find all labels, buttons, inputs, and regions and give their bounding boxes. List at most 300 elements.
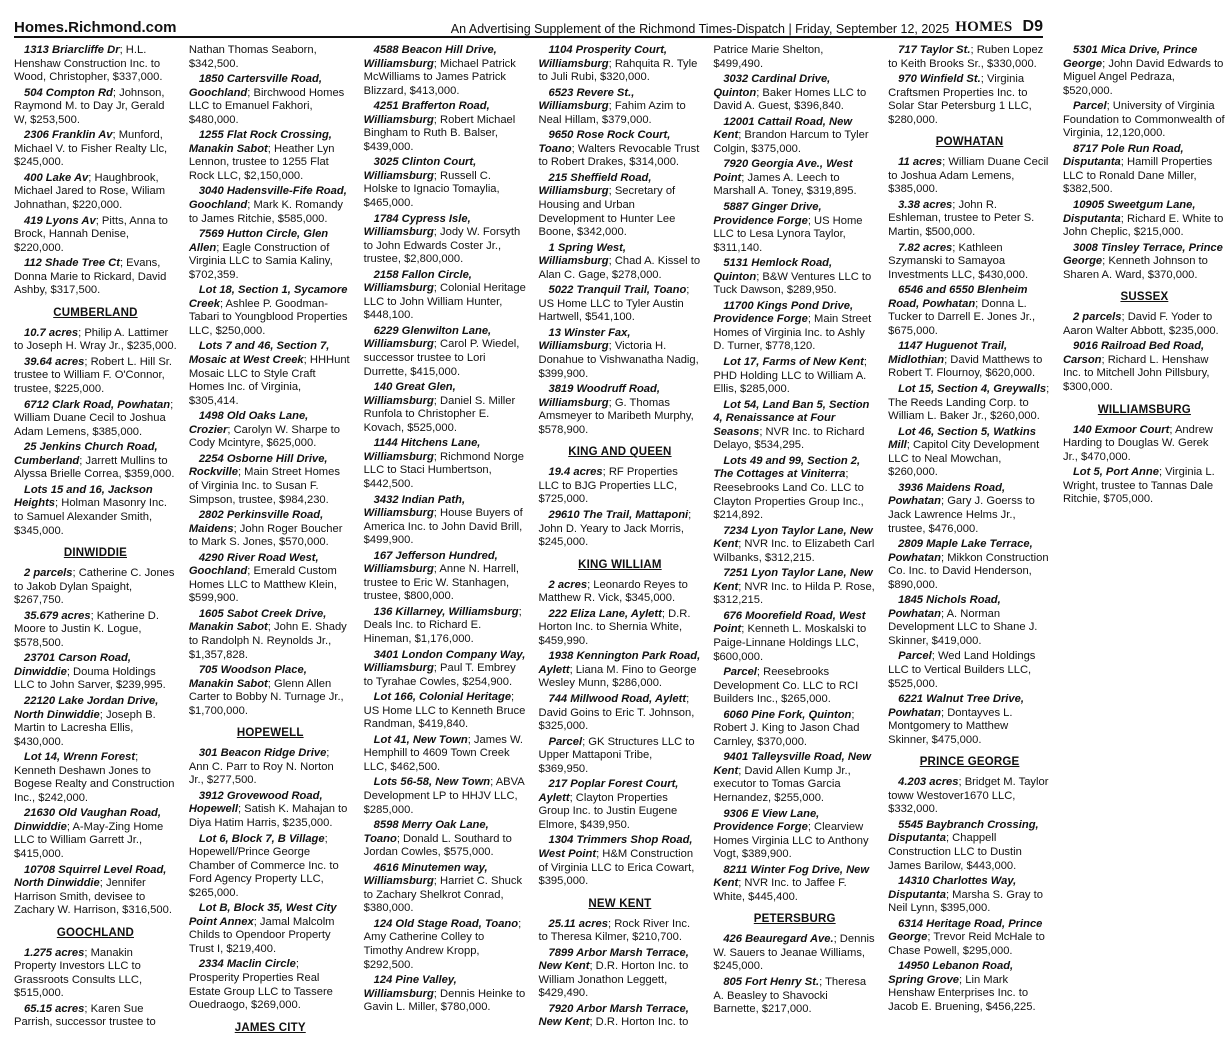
- transfer-details: ; Robert J. King to Jason Chad Carnley, $370,000.: [713, 708, 860, 748]
- transfer-entry: [364, 437, 527, 491]
- property-address: 7.82 acres: [898, 241, 953, 254]
- transfer-entry: [538, 466, 701, 507]
- transfer-entry: [888, 284, 1051, 338]
- property-address: 10708 Squirrel Level Road, North Dinwiddie: [14, 863, 167, 890]
- transfer-details: ; Chappell Construction LLC to Dustin James Barilow, $443,000.: [888, 832, 1022, 872]
- property-address: Lot 5, Port Anne: [1072, 466, 1159, 479]
- property-address: 3032 Cardinal Drive, Quinton: [713, 73, 831, 99]
- property-address: 124 Old Stage Road, Toano: [373, 917, 519, 930]
- property-address: 10.7 acres: [24, 326, 79, 339]
- transfer-entry: [14, 441, 177, 482]
- transfer-entry: [538, 172, 701, 240]
- transfer-details: ; Jamal Malcolm Childs to Opendoor Property Trust I, $219,400.: [188, 915, 335, 955]
- transfer-details: ; Reesebrooks Development Co. LLC to RCI Builders Inc., $265,000.: [713, 666, 859, 706]
- property-address: 5022 Tranquil Trail, Toano: [548, 284, 687, 297]
- transfer-entry: [364, 819, 527, 860]
- property-address: 705 Woodson Place, Manakin Sabot: [188, 664, 307, 690]
- transfer-details: ; Joseph B. Martin to Lacresha Ellis, $430,000.: [14, 708, 156, 748]
- transfer-details: ; Glenn Allen Carter to Bobby N. Turnage Jr., $1,700,000.: [188, 677, 344, 717]
- transfer-details: ; NVR Inc. to Richard Delayo, $534,295.: [713, 425, 865, 452]
- transfer-entry: [538, 834, 701, 888]
- transfer-details: ; The Reeds Landing Corp. to William L. Baker Jr., $260,000.: [888, 383, 1050, 423]
- property-address: 2802 Perkinsville Road, Maidens: [188, 509, 324, 535]
- transfer-details: ; Hamill Properties LLC to Ronald Dane Miller, $382,500.: [1062, 156, 1213, 196]
- property-address: 167 Jefferson Hundred, Williamsburg: [363, 549, 498, 576]
- transfer-details: ; A-May-Zing Home LLC to William Garrett Jr., $415,000.: [14, 820, 164, 860]
- property-address: 4251 Brafferton Road, Williamsburg: [363, 100, 490, 126]
- property-address: Lots 15 and 16, Jackson Heights: [14, 483, 153, 510]
- transfer-entry: [888, 383, 1051, 424]
- transfer-details: ; G. Thomas Amsmeyer to Maribeth Murphy, $578,900.: [538, 396, 694, 436]
- property-address: Lot 15, Section 4, Greywalls: [898, 383, 1047, 396]
- property-address: 14310 Charlottes Way, Disputanta: [888, 875, 1017, 901]
- property-address: 8598 Merry Oak Lane, Toano: [363, 819, 489, 845]
- transfer-details: ; Amy Catherine Colley to Timothy Andrew Kropp, $292,500.: [363, 917, 522, 971]
- property-address: Lot 46, Section 5, Watkins Mill: [888, 425, 1036, 452]
- property-address: 35.679 acres: [24, 609, 91, 622]
- property-address: 3.38 acres: [898, 198, 953, 211]
- transfer-details: ; Douma Holdings LLC to John Sarver, $239,995.: [14, 665, 166, 692]
- property-address: 39.64 acres: [24, 355, 85, 368]
- transfer-entry: [888, 73, 1051, 127]
- transfer-entry: [14, 327, 177, 354]
- property-address: 1784 Cypress Isle, Williamsburg: [363, 212, 471, 239]
- transfer-details: ; Chad A. Kissel to Alan C. Gage, $278,000.: [538, 255, 701, 281]
- property-address: 65.15 acres: [24, 1002, 85, 1015]
- transfer-entry: [713, 116, 876, 157]
- property-address: 1313 Briarcliffe Dr: [24, 44, 120, 56]
- transfer-details: ; Heather Lyn Lennon, trustee to 1255 Flat Rock LLC, $2,150,000.: [188, 142, 335, 182]
- transfer-details: ; Colonial Heritage LLC to John William Hunter, $448,100.: [363, 282, 526, 322]
- property-address: 5887 Ginger Drive, Providence Forge: [713, 201, 822, 227]
- transfer-entry: [888, 199, 1051, 240]
- transfer-entry: [713, 610, 876, 664]
- transfer-details: ; David Goins to Eric T. Johnson, $325,000.: [538, 692, 695, 733]
- transfer-details: ; William Duane Cecil to Joshua Adam Lemens, $385,000.: [888, 156, 1049, 196]
- transfer-details: ; ABVA Development LP to HHJV LLC, $285,000.: [363, 776, 525, 816]
- transfer-entry: [1063, 242, 1226, 283]
- transfer-entry: [189, 790, 352, 831]
- transfer-entry: [888, 918, 1051, 959]
- transfer-details: ; B&W Ventures LLC to Tuck Dawson, $289,950.: [713, 270, 872, 297]
- property-address: Lot 18, Section 1, Sycamore Creek: [188, 284, 348, 310]
- transfer-entry: [364, 974, 527, 1015]
- transfer-details: ; Dennis Heinke to Gavin L. Miller, $780,000.: [363, 987, 526, 1014]
- property-address: 400 Lake Av: [24, 171, 89, 184]
- transfer-details: ; H&M Construction of Virginia LLC to Erica Cowart, $395,000.: [538, 847, 695, 888]
- property-address: Lot 6, Block 7, B Village: [198, 832, 325, 845]
- transfer-entry: [713, 525, 876, 566]
- transfer-entry: [189, 410, 352, 451]
- property-address: 426 Beauregard Ave.: [723, 933, 834, 946]
- transfer-entry: [538, 284, 701, 325]
- transfer-details: ; Emerald Custom Homes LLC to Matthew Klein, $599,900.: [188, 565, 337, 605]
- transfer-details: ; NVR Inc. to Hilda P. Rose, $312,215.: [713, 580, 875, 607]
- transfer-entry: [14, 484, 177, 538]
- transfer-details: ; James W. Hemphill to 4609 Town Creek LLC, $462,500.: [363, 733, 524, 773]
- transfer-entry: [14, 215, 177, 256]
- transfer-details: ; US Home LLC to Tyler Austin Hartwell, $541,100.: [538, 284, 690, 324]
- transfer-entry: [888, 960, 1051, 1014]
- transfer-entry: [713, 567, 876, 608]
- property-address: 6314 Heritage Road, Prince George: [888, 917, 1043, 944]
- transfer-entry: [713, 201, 876, 255]
- page-number: D9: [1022, 18, 1043, 35]
- locality-heading: PRINCE GEORGE: [919, 756, 1020, 769]
- transfer-details: ; Holman Masonry Inc. to Samuel Alexander Smith, $345,000.: [14, 497, 167, 537]
- transfer-entry: [364, 550, 527, 604]
- transfer-entry: [538, 693, 701, 734]
- locality-heading: JAMES CITY: [234, 1021, 306, 1034]
- site-name: Homes.Richmond.com: [14, 19, 177, 36]
- transfer-details: ; Theresa A. Beasley to Shavocki Barnette, $217,000.: [713, 976, 867, 1016]
- transfer-details: ; US Home LLC to Lesa Lynora Taylor, $311,140.: [713, 214, 863, 254]
- transfer-details: ; Rock River Inc. to Theresa Kilmer, $210,700.: [538, 917, 691, 944]
- transfer-details: ; Bridget M. Taylor toww Westover1670 LLC, $332,000.: [888, 776, 1049, 816]
- transfer-entry: [888, 594, 1051, 648]
- transfer-entry: [538, 509, 701, 550]
- property-address: 9016 Railroad Bed Road, Carson: [1062, 340, 1205, 366]
- transfer-entry: [538, 608, 701, 649]
- section-brand: HOMES: [955, 19, 1013, 35]
- property-address: 6523 Revere St., Williamsburg: [538, 86, 635, 113]
- transfer-entry: [1063, 44, 1226, 98]
- transfer-listings: [14, 44, 1225, 1040]
- transfer-details: ; Kathleen Szymanski to Samayoa Investments LLC, $430,000.: [888, 241, 1029, 281]
- transfer-entry: [189, 902, 352, 956]
- property-address: 4290 River Road West, Goochland: [188, 551, 319, 578]
- locality-heading: SUSSEX: [1120, 291, 1169, 304]
- transfer-details: ; Baker Homes LLC to David A. Guest, $396,840.: [713, 86, 867, 113]
- property-address: 217 Poplar Forest Court, Aylett: [538, 778, 679, 804]
- transfer-details: ; HHHunt Mosaic LLC to Style Craft Homes Inc. of Virginia, $305,414.: [188, 354, 350, 407]
- transfer-details: ; Clayton Properties Group Inc. to Justin Eugene Elmore, $439,950.: [538, 791, 678, 831]
- property-address: 9306 E View Lane, Providence Forge: [713, 807, 820, 834]
- property-address: 1 Spring West, Williamsburg: [538, 241, 626, 268]
- transfer-details: ; Michael Patrick McWilliams to James Patrick Blizzard, $413,000.: [363, 57, 516, 97]
- transfer-entry: [189, 185, 352, 226]
- transfer-entry: [713, 933, 876, 974]
- property-address: Lots 49 and 99, Section 2, The Cottages at Viniterra: [713, 454, 861, 481]
- transfer-details: ; Haughbrook, Michael Jared to Rose, Wiliam Johnathan, $220,000.: [14, 171, 166, 212]
- transfer-entry: [189, 129, 352, 183]
- property-address: 8717 Pole Run Road, Disputanta: [1062, 142, 1184, 169]
- transfer-details: ; John Roger Boucher to Mark S. Jones, $570,000.: [188, 522, 343, 549]
- property-address: 1.275 acres: [24, 946, 85, 959]
- locality-heading: CUMBERLAND: [53, 306, 138, 319]
- transfer-details: ; Kenneth L. Moskalski to Paige-Linnane Holdings LLC, $600,000.: [713, 623, 867, 663]
- property-address: 3008 Tinsley Terrace, Prince George: [1062, 241, 1223, 268]
- transfer-details: ; Kenneth Johnson to Sharen A. Ward, $370,000.: [1062, 255, 1208, 281]
- transfer-details: ; Eagle Construction of Virginia LLC to Samia Kaliny, $702,359.: [188, 241, 333, 281]
- transfer-details: ; Deals Inc. to Richard E. Hineman, $1,176,000.: [363, 605, 522, 645]
- transfer-details: ; Kenneth Deshawn Jones to Bogese Realty and Construction Inc., $242,000.: [14, 751, 175, 804]
- transfer-details: ; Johnson, Raymond M. to Day Jr, Gerald W, $253,500.: [14, 86, 165, 126]
- property-address: 3040 Hadensville-Fife Road, Goochland: [188, 185, 347, 212]
- transfer-details: ; Hopewell/Prince George Chamber of Commerce Inc. to Ford Agency Property LLC, $265,000.: [188, 832, 339, 899]
- transfer-details: ; US Home LLC to Kenneth Bruce Randman, $419,840.: [363, 691, 526, 731]
- property-address: 215 Sheffield Road, Williamsburg: [538, 171, 652, 198]
- transfer-entry: [364, 649, 527, 690]
- transfer-details: ; Carolyn W. Sharpe to Cody Mcintyre, $625,000.: [188, 423, 340, 450]
- transfer-entry: [538, 129, 701, 170]
- property-address: 7899 Arbor Marsh Terrace, New Kent: [538, 946, 689, 973]
- transfer-entry: [364, 156, 527, 210]
- transfer-details: ; NVR Inc. to Elizabeth Carl Wilbanks, $312,215.: [713, 538, 875, 564]
- transfer-entry: [713, 73, 876, 114]
- property-address: 8211 Winter Fog Drive, New Kent: [713, 863, 870, 890]
- transfer-entry: [189, 228, 352, 282]
- transfer-entry: [14, 695, 177, 749]
- transfer-entry: [538, 383, 701, 437]
- transfer-entry: [1063, 466, 1226, 507]
- property-address: Parcel: [723, 666, 757, 679]
- transfer-entry: [1063, 100, 1226, 141]
- property-address: 7234 Lyon Taylor Lane, New Kent: [713, 524, 873, 551]
- transfer-details: ; Ashlee P. Goodman-Tabari to Youngblood Properties LLC, $250,000.: [188, 297, 348, 337]
- transfer-details: ; Richard E. White to John Cheplic, $215,000.: [1062, 212, 1224, 239]
- transfer-entry: [888, 242, 1051, 283]
- transfer-entry: [713, 257, 876, 298]
- transfer-entry: [538, 579, 701, 606]
- property-address: 29610 The Trail, Mattaponi: [548, 508, 689, 521]
- transfer-details: ; David Matthews to Robert T. Flournoy, $620,000.: [888, 353, 1043, 380]
- transfer-entry: [14, 567, 177, 608]
- transfer-entry: [364, 269, 527, 323]
- property-address: 9650 Rose Rock Court, Toano: [538, 129, 671, 155]
- property-address: 10905 Sweetgum Lane, Disputanta: [1062, 199, 1196, 225]
- transfer-entry: [888, 776, 1051, 817]
- transfer-details: ; NVR Inc. to Jaffee F. White, $445,400.: [713, 877, 847, 903]
- property-address: 112 Shade Tree Ct: [24, 257, 120, 270]
- transfer-details: ; John David Edwards to Miguel Angel Pedraza, $520,000.: [1062, 57, 1224, 97]
- property-address: Lots 56-58, New Town: [373, 776, 491, 789]
- transfer-entry: [189, 958, 352, 1012]
- transfer-details: ; Fahim Azim to Neal Hillam, $379,000.: [538, 100, 686, 126]
- transfer-entry: [364, 691, 527, 732]
- transfer-entry: [14, 652, 177, 693]
- transfer-details: ; Reesebrooks Land Co. LLC to Clayton Properties Group Inc., $214,892.: [713, 468, 864, 522]
- property-address: Lot B, Block 35, West City Point Annex: [188, 902, 337, 928]
- transfer-details: ; D.R. Horton Inc. to Patrice Marie Shelton, $499,490.: [589, 44, 824, 1029]
- property-address: 301 Beacon Ridge Drive: [198, 747, 327, 760]
- property-address: 1605 Sabot Creek Drive, Manakin Sabot: [188, 607, 327, 634]
- transfer-details: ; Rahquita R. Tyle to Juli Rubi, $320,000.: [538, 57, 698, 84]
- property-address: 6546 and 6550 Blenheim Road, Powhatan: [888, 284, 1028, 310]
- transfer-details: ; D.R. Horton Inc. to Shernia White, $459,990.: [538, 607, 691, 647]
- property-address: 2 acres: [548, 578, 588, 591]
- property-address: Parcel: [548, 735, 583, 748]
- transfer-entry: [14, 129, 177, 170]
- property-address: 744 Millwood Road, Aylett: [548, 692, 687, 705]
- transfer-entry: [364, 606, 527, 647]
- locality-heading: NEW KENT: [588, 897, 652, 910]
- property-address: 3025 Clinton Court, Williamsburg: [363, 156, 477, 182]
- property-address: 805 Fort Henry St.: [723, 976, 820, 988]
- property-address: 124 Pine Valley, Williamsburg: [363, 974, 457, 1000]
- property-address: 2334 Maclin Circle: [198, 958, 296, 971]
- property-address: 1845 Nichols Road, Powhatan: [888, 594, 1001, 620]
- transfer-entry: [14, 807, 177, 861]
- property-address: 6712 Clark Road, Powhatan: [24, 398, 171, 411]
- transfer-entry: [538, 327, 701, 381]
- transfer-entry: [1063, 199, 1226, 240]
- transfer-details: ; Prosperity Properties Real Estate Group LLC to Tassere Ouedraogo, $269,000.: [188, 958, 333, 1012]
- property-address: 7251 Lyon Taylor Lane, New Kent: [713, 567, 873, 593]
- property-address: 1144 Hitchens Lane, Williamsburg: [363, 437, 481, 463]
- property-address: 22120 Lake Jordan Drive, North Dinwiddie: [14, 694, 159, 721]
- transfer-details: ; Karen Sue Parrish, successor trustee to Nathan Thomas Seaborn, $342,500.: [14, 44, 317, 1029]
- transfer-entry: [538, 736, 701, 777]
- property-address: 3936 Maidens Road, Powhatan: [888, 481, 1006, 508]
- property-address: 14950 Lebanon Road, Spring Grove: [888, 960, 1014, 986]
- transfer-details: ; Lin Mark Henshaw Enterprises Inc. to Jacob E. Bruening, $456,225.: [888, 973, 1036, 1013]
- property-address: 504 Compton Rd: [24, 86, 113, 99]
- transfer-entry: [14, 257, 177, 298]
- transfer-entry: [713, 976, 876, 1017]
- transfer-entry: [888, 819, 1051, 873]
- transfer-details: ; David Allen Kump Jr., executor to Tomas Garcia Hernandez, $255,000.: [713, 764, 851, 804]
- property-address: 2 parcels: [1072, 311, 1122, 324]
- transfer-entry: [888, 693, 1051, 747]
- property-address: 136 Killarney, Williamsburg: [373, 605, 519, 618]
- property-address: 1850 Cartersville Road, Goochland: [188, 73, 322, 99]
- property-address: 1104 Prosperity Court, Williamsburg: [538, 44, 668, 70]
- property-address: 7920 Georgia Ave., West Point: [713, 158, 853, 184]
- locality-heading: GOOCHLAND: [56, 926, 134, 939]
- transfer-details: ; Victoria H. Donahue to Vishwanatha Nadig, $399,900.: [538, 340, 699, 380]
- transfer-details: ; Russell C. Holske to Ignacio Tomaylia, $465,000.: [363, 169, 500, 210]
- transfer-details: ; Robert L. Hill Sr. trustee to William F. O'Connor, trustee, $225,000.: [14, 355, 173, 396]
- transfer-details: ; Jarrett Mullins to Alyssa Brielle Correa, $359,000.: [14, 454, 175, 481]
- property-address: 3912 Grovewood Road, Hopewell: [188, 789, 323, 816]
- transfer-details: ; Philip A. Lattimer to Joseph H. Wray Jr., $235,000.: [14, 326, 177, 353]
- property-address: Lot 17, Farms of New Kent: [723, 356, 864, 369]
- transfer-entry: [189, 833, 352, 901]
- transfer-entry: [538, 242, 701, 283]
- transfer-entry: [364, 325, 527, 379]
- locality-heading: POWHATAN: [935, 136, 1004, 149]
- transfer-entry: [713, 399, 876, 453]
- transfer-entry: [189, 747, 352, 788]
- transfer-details: ; PHD Holding LLC to William A. Ellis, $285,000.: [713, 356, 867, 396]
- property-address: 1304 Trimmers Shop Road, West Point: [538, 834, 693, 860]
- property-address: 7920 Arbor Marsh Terrace, New Kent: [538, 1002, 689, 1029]
- property-address: Lots 7 and 46, Section 7, Mosaic at West Creek: [188, 340, 330, 367]
- transfer-details: ; RF Properties LLC to BJG Properties LLC, $725,000.: [538, 466, 678, 506]
- transfer-details: ; Dontayves L. Montgomery to Matthew Skinner, $475,000.: [888, 706, 1013, 746]
- property-address: 140 Exmoor Court: [1072, 423, 1170, 436]
- property-address: 11 acres: [898, 156, 943, 169]
- transfer-details: ; House Buyers of America Inc. to John David Brill, $499,900.: [363, 507, 523, 547]
- property-address: 3432 Indian Path, Williamsburg: [363, 493, 466, 520]
- transfer-entry: [364, 213, 527, 267]
- property-address: 1255 Flat Rock Crossing, Manakin Sabot: [188, 129, 332, 155]
- property-address: 6221 Walnut Tree Drive, Powhatan: [888, 693, 1024, 719]
- property-address: 4616 Minutemen way, Williamsburg: [363, 861, 488, 888]
- transfer-details: ; Paul T. Embrey to Tyrahae Cowles, $254,900.: [363, 662, 516, 688]
- transfer-entry: [888, 875, 1051, 916]
- transfer-entry: [189, 608, 352, 662]
- transfer-details: ; Mikkon Construction Co. Inc. to David Henderson, $890,000.: [888, 551, 1049, 591]
- transfer-entry: [713, 455, 876, 523]
- locality-heading: HOPEWELL: [236, 727, 304, 740]
- transfer-entry: [1063, 143, 1226, 197]
- transfer-details: ; William Duane Cecil to Joshua Adam Lemens, $385,000.: [14, 398, 174, 438]
- property-address: 13 Winster Fax, Williamsburg: [538, 326, 631, 353]
- transfer-entry: [888, 44, 1051, 71]
- transfer-entry: [364, 862, 527, 916]
- transfer-details: ; Donald L. Southard to Jordan Cowles, $575,000.: [363, 832, 512, 859]
- transfer-entry: [364, 776, 527, 817]
- locality-heading: KING WILLIAM: [578, 558, 662, 571]
- property-address: 2809 Maple Lake Terrace, Powhatan: [888, 538, 1033, 564]
- transfer-entry: [189, 73, 352, 127]
- property-address: 3819 Woodruff Road, Williamsburg: [538, 383, 660, 409]
- property-address: Parcel: [1072, 100, 1107, 113]
- transfer-entry: [189, 509, 352, 550]
- transfer-entry: [538, 778, 701, 832]
- transfer-details: ; Manakin Property Investors LLC to Grassroots Consults LLC, $515,000.: [14, 946, 143, 1000]
- property-address: 970 Winfield St.: [898, 73, 981, 86]
- property-address: 2 parcels: [24, 567, 73, 580]
- transfer-details: ; D.R. Horton Inc. to William Jonathon Leggett, $429,490.: [538, 960, 689, 1000]
- transfer-entry: [538, 918, 701, 945]
- transfer-entry: [14, 172, 177, 213]
- transfer-entry: [14, 947, 177, 1001]
- property-address: 7569 Hutton Circle, Glen Allen: [188, 228, 329, 254]
- transfer-entry: [888, 156, 1051, 197]
- page-header: [14, 14, 1043, 38]
- transfer-details: ; Satish K. Mahajan to Diya Hatim Harris, $235,000.: [188, 803, 348, 829]
- property-address: 25 Jenkins Church Road, Cumberland: [14, 441, 158, 467]
- transfer-details: ; Katherine D. Moore to Justin K. Logue, $578,500.: [14, 609, 159, 649]
- transfer-entry: [14, 44, 177, 85]
- locality-heading: DINWIDDIE: [63, 547, 127, 560]
- property-address: 5131 Hemlock Road, Quinton: [713, 257, 833, 283]
- transfer-entry: [713, 158, 876, 199]
- property-address: 6060 Pine Fork, Quinton: [723, 708, 852, 721]
- property-address: 717 Taylor St.: [898, 44, 971, 56]
- transfer-details: ; Capitol City Development LLC to Neal Mowchan, $260,000.: [888, 439, 1040, 479]
- transfer-entry: [1063, 311, 1226, 338]
- transfer-entry: [364, 44, 527, 98]
- transfer-details: ; Donna L. Tucker to Darrell E. Jones Jr., $675,000.: [888, 297, 1036, 337]
- transfer-entry: [538, 87, 701, 128]
- locality-heading: WILLIAMSBURG: [1097, 403, 1191, 416]
- transfer-details: ; University of Virginia Foundation to Commonwealth of Virginia, 12,120,000.: [1062, 100, 1225, 140]
- transfer-details: ; John E. Shady to Randolph N. Reynolds Jr., $1,357,828.: [188, 621, 347, 661]
- property-address: 5545 Baybranch Crossing, Disputanta: [888, 818, 1039, 845]
- property-address: Parcel: [898, 650, 932, 663]
- transfer-details: ; Leonardo Reyes to Matthew R. Vick, $345,000.: [538, 578, 688, 605]
- transfer-entry: [364, 918, 527, 972]
- transfer-details: ; Harriet C. Shuck to Zachary Shelkrot Conrad, $380,000.: [363, 875, 523, 915]
- transfer-entry: [713, 300, 876, 354]
- property-address: 2254 Osborne Hill Drive, Rockville: [188, 452, 328, 479]
- transfer-entry: [713, 356, 876, 397]
- transfer-details: ; Munford, Michael V. to Fisher Realty Llc, $245,000.: [14, 129, 168, 169]
- transfer-entry: [364, 494, 527, 548]
- transfer-entry: [1063, 340, 1226, 394]
- transfer-details: ; Robert Michael Bingham to Ruth B. Balser, $439,000.: [363, 113, 516, 153]
- transfer-entry: [189, 552, 352, 606]
- transfer-details: ; Carol P. Wiedel, successor trustee to Lori Durrette, $415,000.: [363, 338, 520, 378]
- transfer-entry: [189, 340, 352, 408]
- transfer-details: ; Virginia Craftsmen Properties Inc. to Solar Star Petersburg 1 LLC, $280,000.: [888, 73, 1032, 126]
- transfer-details: ; Wed Land Holdings LLC to Vertical Builders LLC, $525,000.: [888, 650, 1036, 690]
- property-address: 23701 Carson Road, Dinwiddie: [14, 652, 131, 678]
